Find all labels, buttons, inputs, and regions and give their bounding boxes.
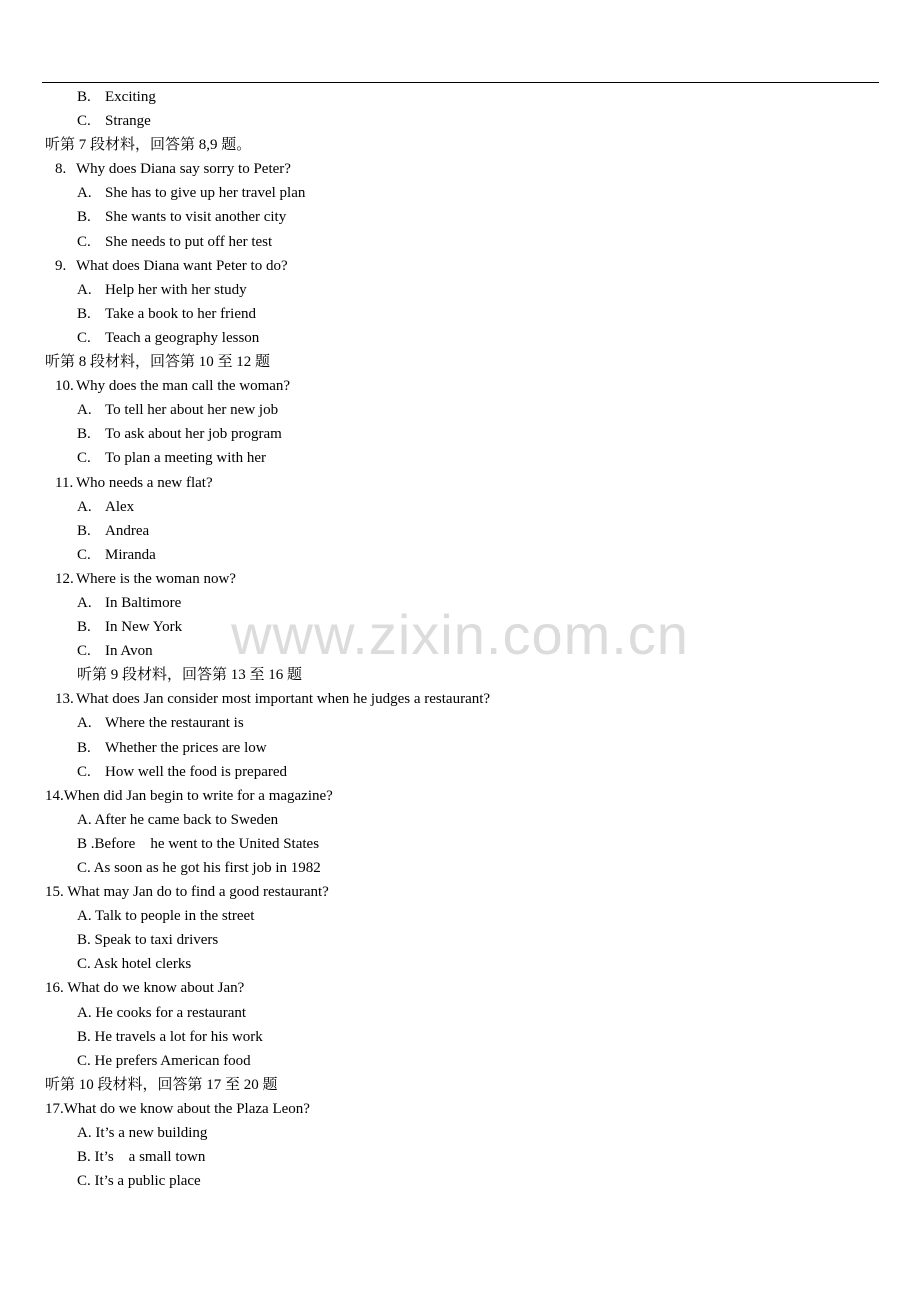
option-letter: C. [77, 233, 91, 250]
option-letter: B. [77, 305, 91, 322]
option-text: How well the food is prepared [105, 763, 288, 780]
section-header-text: 听第 7 段材料，回答第 8,9 题。 [45, 137, 252, 154]
option-letter: A. [77, 498, 92, 515]
answer-option [0, 446, 920, 470]
option-text: Miranda [105, 546, 156, 563]
question-text: 14.When did Jan begin to write for a magazine? [45, 787, 333, 804]
option-letter: C. [77, 763, 91, 780]
question [0, 374, 920, 398]
answer-option [0, 928, 920, 952]
option-text: C. As soon as he got his first job in 1982 [77, 860, 321, 876]
question-text: Why does Diana say sorry to Peter? [76, 161, 291, 178]
answer-option [0, 1145, 920, 1169]
answer-option [0, 398, 920, 422]
option-letter: C. [77, 329, 91, 346]
answer-option [0, 495, 920, 519]
option-text: C. It’s a public place [77, 1173, 201, 1190]
question-number: 10. [55, 378, 74, 395]
option-text: B. Speak to taxi drivers [77, 932, 219, 949]
option-text: She has to give up her travel plan [105, 185, 306, 202]
option-text: To ask about her job program [105, 426, 282, 443]
answer-option [0, 832, 920, 856]
question-number: 12. [55, 570, 74, 587]
question-text: Why does the man call the woman? [76, 378, 291, 395]
answer-option [0, 711, 920, 735]
answer-option [0, 326, 920, 350]
option-letter: C. [77, 643, 91, 660]
question [0, 157, 920, 181]
answer-option [0, 422, 920, 446]
option-text: Take a book to her friend [105, 305, 256, 322]
option-text: She needs to put off her test [105, 233, 273, 250]
option-letter: A. [77, 281, 92, 298]
option-letter: A. [77, 402, 92, 419]
option-text: B. He travels a lot for his work [77, 1028, 263, 1045]
option-letter: C. [77, 450, 91, 467]
answer-option [0, 615, 920, 639]
answer-option [0, 519, 920, 543]
option-text: A. It’s a new building [77, 1125, 208, 1142]
section-header-text: 听第 10 段材料，回答第 17 至 20 题 [45, 1076, 278, 1093]
question-text: What does Jan consider most important when he judges a restaurant? [76, 691, 491, 708]
top-rule [42, 82, 879, 83]
answer-option [0, 278, 920, 302]
answer-option [0, 543, 920, 567]
question-text: Where is the woman now? [76, 570, 236, 587]
option-text: Teach a geography lesson [105, 329, 260, 346]
answer-option [0, 760, 920, 784]
answer-option [0, 904, 920, 928]
option-text: In Avon [105, 643, 153, 660]
question [0, 880, 920, 904]
section-header [0, 133, 920, 157]
section-header [0, 350, 920, 374]
answer-option [0, 591, 920, 615]
question-text: 15. What may Jan do to find a good restaurant? [45, 884, 329, 901]
question-number: 11. [55, 474, 74, 491]
question [0, 471, 920, 495]
question [0, 687, 920, 711]
option-text: C. He prefers American food [77, 1052, 251, 1069]
answer-option [0, 109, 920, 133]
question [0, 1097, 920, 1121]
option-letter: C. [77, 113, 91, 130]
section-header-text: 听第 9 段材料，回答第 13 至 16 题 [77, 667, 303, 684]
answer-option [0, 1049, 920, 1073]
option-text: A. Talk to people in the street [77, 908, 255, 925]
document-body [0, 85, 920, 1193]
option-text: C. Ask hotel clerks [77, 956, 192, 973]
question-number: 13. [55, 691, 74, 708]
option-text: A. After he came back to Sweden [77, 811, 279, 828]
answer-option [0, 85, 920, 109]
option-text: Help her with her study [105, 281, 247, 298]
option-letter: B. [77, 426, 91, 443]
answer-option [0, 230, 920, 254]
option-letter: A. [77, 594, 92, 611]
watermark: www.zixin.com.cn [231, 603, 689, 666]
answer-option [0, 181, 920, 205]
question-text: Who needs a new flat? [76, 474, 213, 491]
question [0, 567, 920, 591]
option-text: B .Before he went to the United States [77, 835, 320, 852]
question-text: 17.What do we know about the Plaza Leon? [45, 1100, 310, 1117]
option-letter: B. [77, 89, 91, 105]
option-text: Alex [105, 498, 135, 515]
option-text: B. It’s a small town [77, 1149, 206, 1166]
question-text: What does Diana want Peter to do? [76, 257, 288, 274]
option-letter: C. [77, 546, 91, 563]
option-text: In Baltimore [105, 594, 182, 611]
option-text: To tell her about her new job [105, 402, 279, 419]
option-text: Where the restaurant is [105, 715, 244, 732]
option-text: Whether the prices are low [105, 739, 267, 756]
question-text: 16. What do we know about Jan? [45, 980, 245, 997]
answer-option [0, 1025, 920, 1049]
answer-option [0, 302, 920, 326]
answer-option [0, 736, 920, 760]
option-letter: B. [77, 209, 91, 226]
answer-option [0, 639, 920, 663]
option-letter: B. [77, 739, 91, 756]
section-header [0, 1073, 920, 1097]
option-text: A. He cooks for a restaurant [77, 1004, 247, 1021]
answer-option [0, 808, 920, 832]
answer-option [0, 1001, 920, 1025]
section-header-text: 听第 8 段材料，回答第 10 至 12 题 [45, 354, 271, 371]
option-text: In New York [105, 619, 183, 636]
option-letter: B. [77, 619, 91, 636]
question [0, 976, 920, 1000]
option-text: Strange [105, 113, 151, 130]
option-text: To plan a meeting with her [105, 450, 266, 467]
option-letter: A. [77, 715, 92, 732]
answer-option [0, 1121, 920, 1145]
question [0, 784, 920, 808]
option-text: Andrea [105, 522, 150, 539]
section-header [0, 663, 920, 687]
answer-option [0, 205, 920, 229]
option-text: Exciting [105, 89, 156, 105]
question-number: 9. [55, 257, 67, 274]
option-text: She wants to visit another city [105, 209, 287, 226]
option-letter: B. [77, 522, 91, 539]
answer-option [0, 856, 920, 880]
option-letter: A. [77, 185, 92, 202]
answer-option [0, 952, 920, 976]
question [0, 254, 920, 278]
answer-option [0, 1169, 920, 1193]
question-number: 8. [55, 161, 67, 178]
